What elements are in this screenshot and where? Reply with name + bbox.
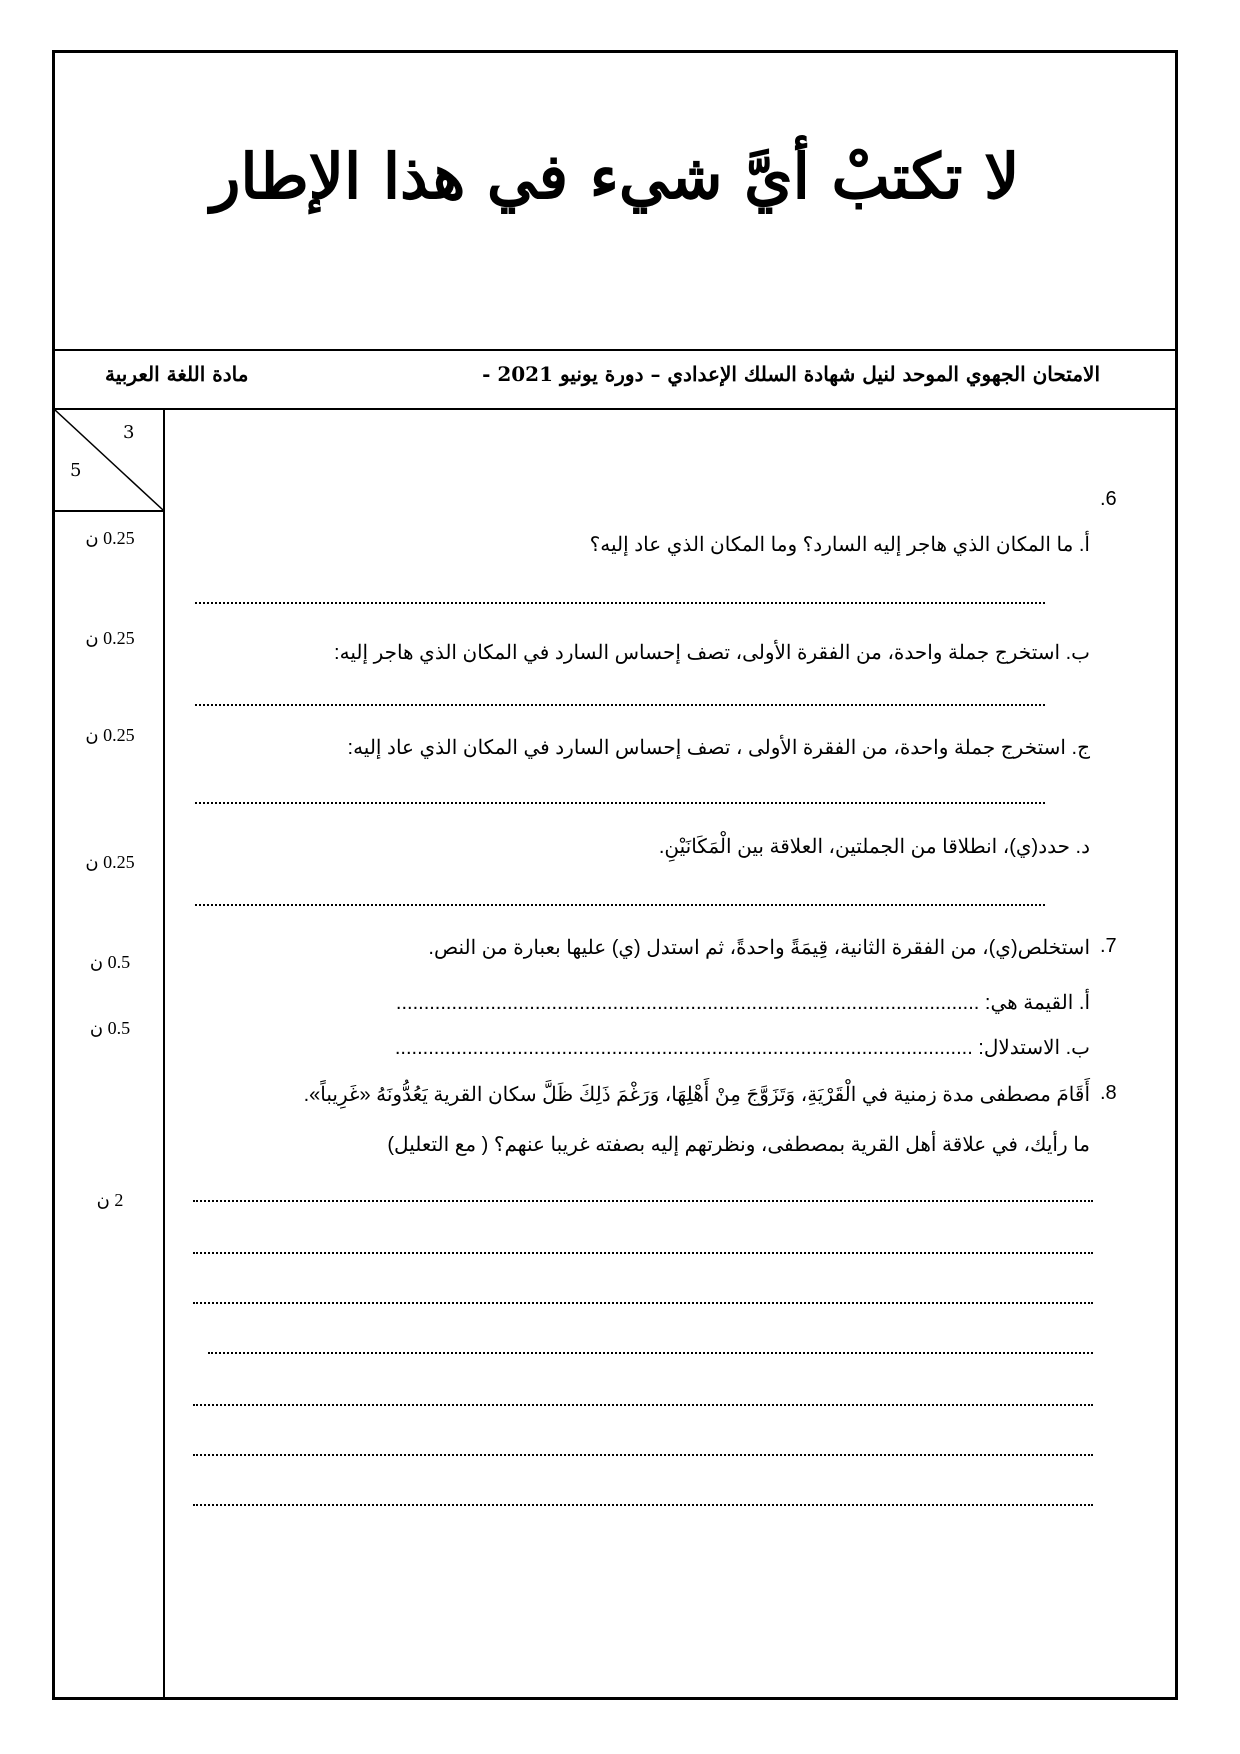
answer-line-q8-5[interactable] <box>193 1402 1093 1406</box>
points-q6d: 0.25 ن <box>85 852 135 872</box>
answer-line-q6a[interactable] <box>195 600 1045 604</box>
header-divider <box>52 349 1178 351</box>
exam-title: الامتحان الجهوي الموحد لنيل شهادة السلك الإعدادي – دورة يونيو 2021 - <box>482 362 1100 386</box>
score-total: 5 <box>70 460 82 481</box>
banner-title: لا تكتبْ أيَّ شيء في هذا الإطار <box>210 140 1020 213</box>
q6c-text: ج. استخرج جملة واحدة، من الفقرة الأولى ، تصف إحساس السارد في المكان الذي عاد إليه: <box>347 737 1090 759</box>
answer-line-q8-3[interactable] <box>193 1300 1093 1304</box>
answer-line-q6b[interactable] <box>195 702 1045 706</box>
answer-line-q8-4[interactable] <box>208 1350 1093 1354</box>
points-q6c: 0.25 ن <box>85 725 135 745</box>
answer-line-q8-6[interactable] <box>193 1452 1093 1456</box>
q7b-line[interactable]: ب. الاستدلال: ........................................................................................................ <box>394 1037 1090 1059</box>
score-earned: 3 <box>123 422 135 443</box>
header-divider-bottom <box>52 408 1178 410</box>
answer-line-q8-7[interactable] <box>193 1502 1093 1506</box>
q8-text: أَقَامَ مصطفى مدة زمنية في الْقَرْيَةِ، وَتَزَوَّجَ مِنْ أَهْلِهَا، وَرَغْمَ ذَلِكَ ظَلَّ سكان القرية يَعُدُّونَهُ «غَرِيباً». <box>303 1084 1090 1106</box>
q8-text2: ما رأيك، في علاقة أهل القرية بمصطفى، ونظرتهم إليه بصفته غريبا عنهم؟ ( مع التعليل) <box>387 1134 1090 1156</box>
q6d-text: د. حدد(ي)، انطلاقا من الجملتين، العلاقة بين الْمَكَانَيْنِ. <box>658 836 1090 858</box>
score-box <box>55 410 163 512</box>
subject-label: مادة اللغة العربية <box>105 362 249 386</box>
answer-line-q6d[interactable] <box>195 902 1045 906</box>
q6a-text: أ. ما المكان الذي هاجر إليه السارد؟ وما المكان الذي عاد إليه؟ <box>589 534 1090 556</box>
q7a-line[interactable]: أ. القيمة هي: ......................................................................................................... <box>395 992 1090 1014</box>
answer-line-q6c[interactable] <box>195 800 1045 804</box>
answer-line-q8-1[interactable] <box>193 1198 1093 1202</box>
points-q6a: 0.25 ن <box>85 528 135 548</box>
q7-text: استخلص(ي)، من الفقرة الثانية، قِيمَةً واحدةً، ثم استدل (ي) عليها بعبارة من النص. <box>428 937 1090 959</box>
points-q6b: 0.25 ن <box>85 628 135 648</box>
q6-number: .6 <box>1100 488 1117 510</box>
q6b-text: ب. استخرج جملة واحدة، من الفقرة الأولى، تصف إحساس السارد في المكان الذي هاجر إليه: <box>334 642 1090 664</box>
points-q7a: 0.5 ن <box>89 952 131 972</box>
points-q8: 2 ن <box>96 1190 124 1210</box>
q8-number: .8 <box>1100 1082 1117 1104</box>
points-q7b: 0.5 ن <box>89 1018 131 1038</box>
answer-line-q8-2[interactable] <box>193 1250 1093 1254</box>
q7-number: .7 <box>1100 935 1117 957</box>
margin-column-line <box>163 408 165 1700</box>
